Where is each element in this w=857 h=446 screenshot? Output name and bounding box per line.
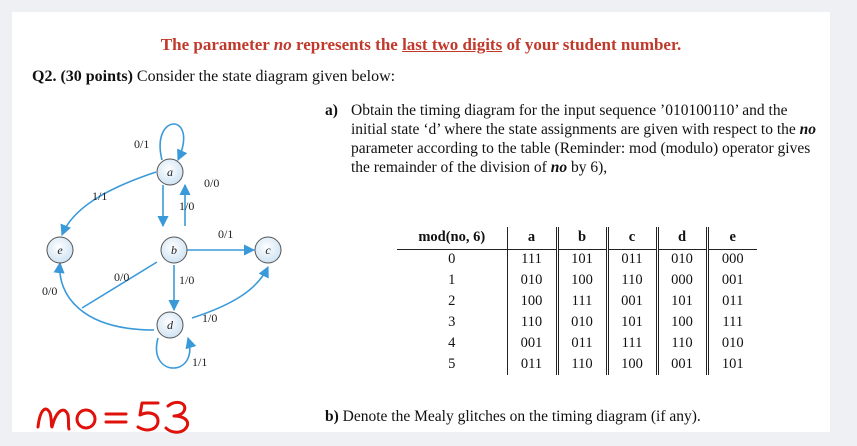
handwritten-note-text: no= 53 [34, 397, 37, 398]
table-header-d: d [657, 227, 707, 249]
label-a-to-b: 1/0 [179, 199, 195, 213]
assignment-cell: 010 [557, 312, 607, 333]
assignment-cell: 001 [507, 333, 557, 354]
assignment-cell: 110 [557, 354, 607, 375]
instruction-banner [12, 35, 830, 55]
banner-underlined: last two digits [402, 35, 503, 54]
table-row [397, 291, 757, 312]
state-b-label: b [171, 243, 177, 257]
assignment-cell: 101 [607, 312, 657, 333]
state-diagram [32, 110, 312, 380]
assignment-cell: 101 [557, 249, 607, 270]
assignment-cell: 001 [607, 291, 657, 312]
assignment-cell: 011 [507, 354, 557, 375]
mod-value-cell: 1 [397, 270, 507, 291]
part-a [325, 101, 825, 177]
table-header-c: c [607, 227, 657, 249]
banner-text-post: of your student number. [502, 35, 682, 54]
mod-value-cell: 2 [397, 291, 507, 312]
assignment-cell: 001 [721, 272, 744, 288]
table-header-mod: mod(no, 6) [397, 227, 507, 249]
banner-text-mid: represents the [291, 35, 403, 54]
mod-value-cell: 0 [397, 249, 507, 270]
label-d-self: 1/1 [192, 355, 208, 369]
question-page [12, 12, 830, 432]
part-a-label: a) [325, 102, 338, 119]
question-label: Q2. (30 points) [32, 68, 133, 85]
assignment-cell: 111 [557, 291, 607, 312]
assignment-cell: 110 [607, 270, 657, 291]
label-b-to-e: 0/0 [114, 270, 130, 284]
state-e-label: e [57, 243, 63, 257]
mod-value-cell: 5 [397, 354, 507, 375]
assignment-cell: 111 [507, 249, 557, 270]
assignment-cell: 011 [557, 333, 607, 354]
assignment-cell: 010 [507, 270, 557, 291]
assignment-cell: 000 [657, 270, 707, 291]
label-e-self: 0/0 [42, 284, 58, 298]
assignment-cell: 010 [657, 249, 707, 270]
edge-a-to-e [62, 172, 156, 235]
table-row [397, 312, 757, 333]
part-b-text: Denote the Mealy glitches on the timing diagram (if any). [338, 408, 701, 425]
state-c-label: c [265, 243, 271, 257]
assignment-cell: 101 [721, 356, 744, 372]
assignment-cell: 001 [657, 354, 707, 375]
assignment-cell: 110 [657, 333, 707, 354]
question-title [32, 68, 395, 86]
banner-text-pre: The parameter [160, 35, 274, 54]
table-row [397, 249, 757, 270]
table-header-a: a [507, 227, 557, 249]
mod-value-cell: 4 [397, 333, 507, 354]
state-assignment-table [397, 227, 757, 375]
label-a-to-e: 1/1 [92, 189, 108, 203]
assignment-cell: 011 [722, 293, 744, 309]
handwritten-note [34, 397, 224, 437]
assignment-cell: 101 [657, 291, 707, 312]
assignment-cell: 010 [721, 335, 744, 351]
label-b-to-a: 0/0 [204, 176, 220, 190]
table-header-b: b [557, 227, 607, 249]
edge-a-self [160, 124, 184, 160]
part-a-text: Obtain the timing diagram for the input sequence ’010100110’ and the initial state ‘d’ where the state assignments are given with respect to the no parameter according to the table (Reminder: mod (modulo) operator gives the remainder of the division of no by 6), [351, 102, 817, 176]
assignment-cell: 000 [721, 251, 744, 268]
label-a-self: 0/1 [134, 137, 150, 151]
edge-d-self [156, 338, 189, 368]
mod-value-cell: 3 [397, 312, 507, 333]
assignment-cell: 100 [607, 354, 657, 375]
label-b-to-c: 0/1 [218, 227, 234, 241]
label-d-to-c: 1/0 [202, 311, 218, 325]
edge-b-to-e-line [82, 262, 157, 308]
table-row [397, 354, 757, 375]
table-header-row [397, 227, 757, 249]
question-text: Consider the state diagram given below: [132, 68, 396, 85]
part-b-label: b) [325, 408, 339, 425]
assignment-cell: 100 [657, 312, 707, 333]
label-b-to-d: 1/0 [179, 273, 195, 287]
table-row [397, 333, 757, 354]
assignment-cell: 011 [607, 249, 657, 270]
table-header-e: e [707, 227, 757, 249]
state-d-label: d [167, 318, 173, 332]
assignment-cell: 111 [607, 333, 657, 354]
banner-param-no: no [273, 35, 292, 54]
state-a-label: a [167, 165, 173, 179]
assignment-cell: 110 [507, 312, 557, 333]
assignment-cell: 100 [507, 291, 557, 312]
part-b [325, 408, 701, 426]
assignment-cell: 111 [722, 314, 744, 330]
assignment-cell: 100 [557, 270, 607, 291]
table-row [397, 270, 757, 291]
